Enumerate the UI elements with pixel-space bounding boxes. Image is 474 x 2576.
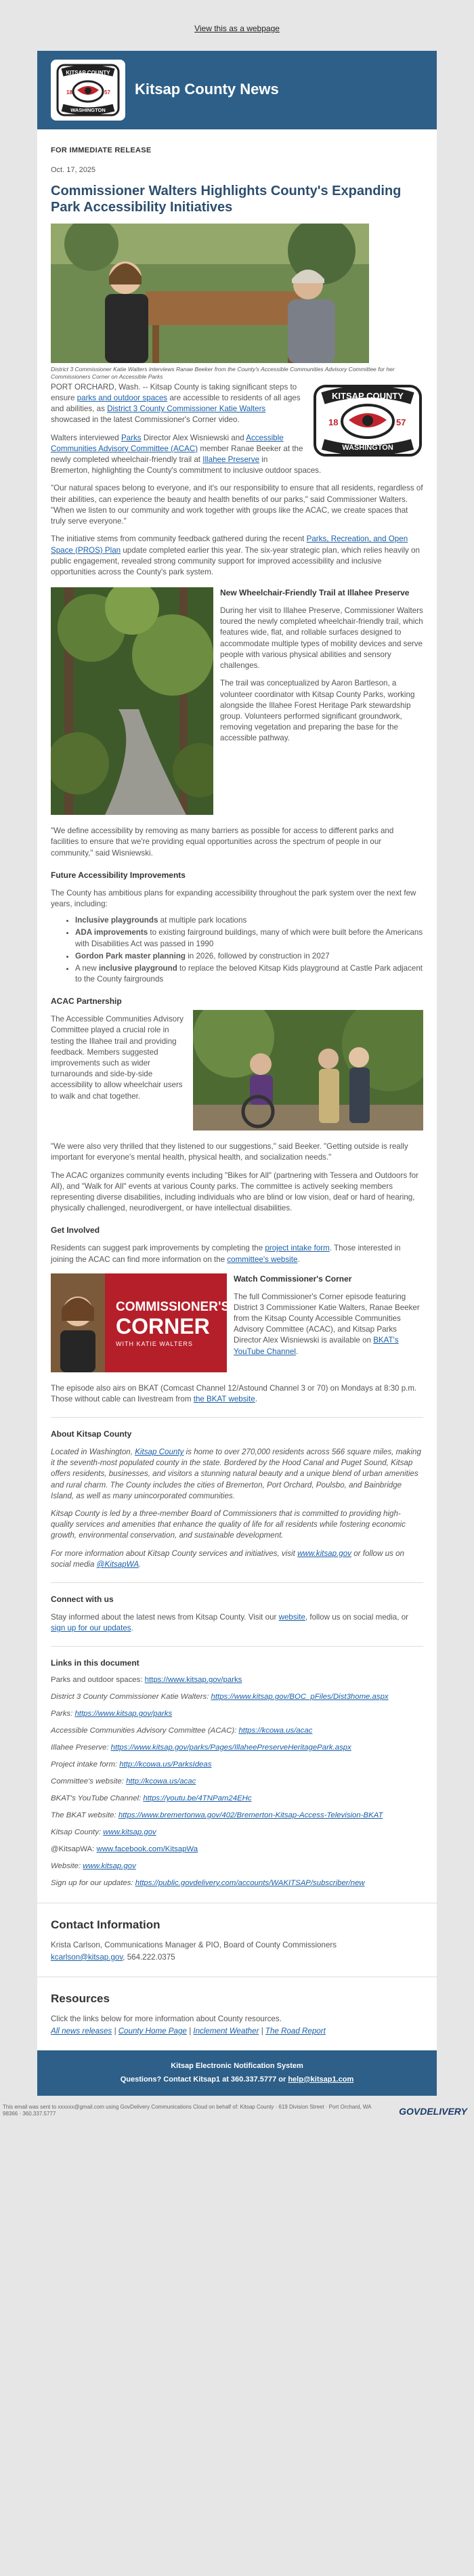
involved-heading: Get Involved [51, 1225, 100, 1236]
link-row: Kitsap County: www.kitsap.gov [51, 1828, 156, 1836]
seal-year-b: 57 [396, 417, 406, 427]
logo-text-year-b: 57 [104, 89, 110, 96]
divider [51, 1646, 423, 1647]
connect-heading: Connect with us [51, 1595, 114, 1605]
article-headline: Commissioner Walters Highlights County's Expanding Park Accessibility Initiatives [51, 183, 402, 215]
list-item: • A new inclusive playground to replace the beloved Kitsap Kids playground at Castle Park adjacent to the County fairgrounds [75, 963, 423, 985]
trail-paragraph-1: During her visit to Illahee Preserve, Commissioner Walters toured the newly completed wheelchair-friendly trail, which features wide, flat, and rollable surfaces designed to accommodate multiple types of mobility devices and serve people with various physical abilities and sensory challenges. [220, 606, 423, 671]
link-row: Illahee Preserve: https://www.kitsap.gov/parks/Pages/IllaheePreserveHeritagePark.aspx [51, 1744, 351, 1752]
link-url[interactable]: https://public.govdelivery.com/accounts/WAKITSAP/subscriber/new [135, 1878, 365, 1887]
watch-heading: Watch Commissioner's Corner [234, 1273, 352, 1284]
all-news-link[interactable]: All news releases [51, 2027, 112, 2036]
signup-link[interactable]: sign up for our updates [51, 1624, 131, 1633]
county-home-link[interactable]: County Home Page [118, 2027, 187, 2036]
link-row: Website: www.kitsap.gov [51, 1861, 136, 1870]
seal-text-bottom: WASHINGTON [342, 443, 393, 452]
footer-title: Kitsap Electronic Notification System [171, 2062, 303, 2071]
interview-paragraph: Walters interviewed Parks Director Alex Wisniewski and Accessible Communities Advisory Committee (ACAC) member Ranae Beeker at the newly completed wheelchair-friendly trail at Illahee Preserve in Bremerton, highlighting the County's commitment to inclusive outdoor spaces. [51, 433, 322, 476]
future-intro: The County has ambitious plans for expanding accessibility throughout the park system over the next few years, including: [51, 888, 416, 908]
email-footer [0, 2096, 474, 2132]
photo-caption: District 3 Commissioner Katie Walters interviews Ranae Beeker from the County's Accessible Communities Advisory Committee for her Commissioners Corner on Accessible Parks [51, 365, 395, 380]
link-row: The BKAT website: https://www.bremertonwa.gov/402/Bremerton-Kitsap-Access-Television-BKAT [51, 1811, 383, 1819]
beeker-quote: "We were also very thrilled that they listened to our suggestions," said Beeker. "Getting outside is really important for everyone's mental health, physical health, and socialization needs." [51, 1142, 408, 1162]
link-url[interactable]: https://www.bremertonwa.gov/402/Bremerton-Kitsap-Access-Television-BKAT [118, 1811, 383, 1819]
link-url[interactable]: www.kitsap.gov [83, 1861, 136, 1870]
view-webpage-link[interactable]: View this as a webpage [194, 24, 280, 33]
resources-heading: Resources [51, 1992, 110, 2005]
sender-info: This email was sent to xxxxxx@gmail.com using GovDelivery Communications Cloud on behalf of: Kitsap County · 619 Division Street · Port Orchard, WA 98366 · 360.337.5777 [3, 2104, 372, 2117]
county-logo [51, 60, 125, 121]
link-row: @KitsapWA: www.facebook.com/KitsapWa [51, 1844, 198, 1853]
view-webpage-bar [0, 0, 474, 51]
links-heading: Links in this document [51, 1658, 139, 1668]
logo-text-year-a: 18 [66, 89, 72, 96]
logo-text-top: KITSAP COUNTY [66, 69, 110, 76]
link-url[interactable]: https://www.kitsap.gov/BOC_pFiles/Dist3home.aspx [211, 1693, 389, 1702]
email-container [37, 51, 437, 2096]
article-body [37, 129, 437, 1903]
link-url[interactable]: www.kitsap.gov [103, 1828, 156, 1836]
trail-heading: New Wheelchair-Friendly Trail at Illahee Preserve [220, 588, 410, 598]
links-section [51, 1657, 423, 1888]
link-url[interactable]: https://www.kitsap.gov/parks/Pages/IllaheePreserveHeritagePark.aspx [110, 1744, 351, 1752]
link-row: Sign up for our updates: https://public.govdelivery.com/accounts/WAKITSAP/subscriber/new [51, 1878, 365, 1887]
acac-photo [193, 1010, 423, 1131]
commissioners-corner-video[interactable] [51, 1273, 230, 1372]
link-url[interactable]: https://youtu.be/4TNPam24EHc [143, 1794, 252, 1802]
connect-section [51, 1594, 423, 1634]
resources-links: All news releases | County Home Page | Inclement Weather | The Road Report [51, 2027, 326, 2036]
link-row: Committee's website: http://kcowa.us/acac [51, 1777, 196, 1786]
walters-quote: "Our natural spaces belong to everyone, and it's our responsibility to ensure that all residents, regardless of their abilities, can experience the beauty and health benefits of our parks," said Commissioner Walters. "When we listen to our community and work together with groups like the ACAC, we create spaces that truly serve everyone." [51, 484, 423, 526]
website-link[interactable]: website [278, 1612, 305, 1622]
trail-photo [51, 587, 213, 815]
future-list [75, 915, 423, 985]
corner-title-1: COMMISSIONER'S [116, 1299, 230, 1314]
contact-email-line: kcarlson@kitsap.gov, 564.222.0375 [51, 1952, 175, 1962]
link-row: Accessible Communities Advisory Committee (ACAC): https://kcowa.us/acac [51, 1727, 313, 1735]
logo-text-bottom: WASHINGTON [70, 106, 106, 113]
acac-link[interactable]: Accessible Communities Advisory Committee (ACAC) [51, 433, 284, 453]
parks-outdoor-link[interactable]: parks and outdoor spaces [77, 393, 168, 402]
seal-text-top: KITSAP COUNTY [332, 390, 404, 401]
trail-paragraph-2: The trail was conceptualized by Aaron Bartleson, a volunteer coordinator with Kitsap County Parks, working alongside the Illahee Forest Heritage Park stewardship group. Volunteers performed significant groundwork, removing vegetation and preparing the base for the accessible pathway. [220, 679, 415, 743]
bkat-website-link[interactable]: the BKAT website [193, 1394, 255, 1403]
county-seal [312, 383, 423, 458]
contact-section [37, 1903, 437, 1977]
involved-paragraph: Residents can suggest park improvements by completing the project intake form. Those interested in joining the ACAC can find more information on the committee's website. [51, 1244, 401, 1264]
contact-line: Krista Carlson, Communications Manager & PIO, Board of County Commissioners [51, 1940, 337, 1949]
newsletter-title: Kitsap County News [135, 81, 279, 98]
link-url[interactable]: https://www.kitsap.gov/parks [144, 1676, 242, 1685]
pros-plan-link[interactable]: Parks, Recreation, and Open Space (PROS) Plan [51, 534, 408, 555]
link-row: BKAT's YouTube Channel: https://youtu.be/4TNPam24EHc [51, 1794, 252, 1802]
resources-intro: Click the links below for more information about County resources. [51, 2014, 282, 2023]
committee-website-link[interactable]: committee's website [227, 1254, 298, 1264]
parks-link[interactable]: Parks [121, 433, 142, 442]
about-paragraph-1: Located in Washington, Kitsap County is home to over 270,000 residents across 566 square miles, making it the seventh-most populated county in the state. Bordered by the Hood Canal and Puget Sound, Kitsap offers residents, businesses, and visitors a stunning natural beauty and a unique blend of urban amenities and rural charm. The County includes the cities of Bremerton, Port Orchard, Poulsbo, and Bainbridge Island, as well as many unincorporated communities. [51, 1447, 421, 1500]
about-paragraph-3: For more information about Kitsap County services and initiatives, visit www.kitsap.gov or follow us on social media @KitsapWA. [51, 1548, 404, 1569]
contact-heading: Contact Information [51, 1918, 160, 1931]
road-report-link[interactable]: The Road Report [265, 2027, 326, 2036]
list-item: • Inclusive playgrounds at multiple park locations [75, 915, 423, 926]
list-item: • Gordon Park master planning in 2026, followed by construction in 2027 [75, 951, 423, 962]
header-banner [37, 51, 437, 129]
list-item: • ADA improvements to existing fairground buildings, many of which were built before the Americans with Disabilities Act was passed in 1990 [75, 927, 423, 949]
acac-heading: ACAC Partnership [51, 996, 122, 1007]
episode-paragraph: The episode also airs on BKAT (Comcast Channel 12/Astound Channel 3 or 70) on Mondays at 8:30 p.m. Those without cable can livestream from the BKAT website. [51, 1383, 417, 1403]
illahee-preserve-link[interactable]: Illahee Preserve [202, 455, 260, 464]
link-row: Project intake form: http://kcowa.us/ParksIdeas [51, 1760, 212, 1769]
future-heading: Future Accessibility Improvements [51, 870, 186, 880]
resources-section [37, 1977, 437, 2050]
kitsapwa-social-link[interactable]: @KitsapWA [96, 1559, 139, 1569]
watch-paragraph: The full Commissioner's Corner episode featuring District 3 Commissioner Katie Walters, Ranae Beeker from the Kitsap County Accessible Communities Advisory Committee (ACAC), and Kitsap Parks Director Alex Wisniewski is available on BKAT's YouTube Channel. [234, 1292, 420, 1356]
link-url[interactable]: www.facebook.com/KitsapWa [96, 1844, 198, 1853]
about-section [51, 1429, 423, 1570]
inclement-weather-link[interactable]: Inclement Weather [193, 2027, 259, 2036]
link-row: Parks: https://www.kitsap.gov/parks [51, 1710, 173, 1718]
link-row: District 3 County Commissioner Katie Walters: https://www.kitsap.gov/BOC_pFiles/Dist3home.aspx [51, 1693, 389, 1702]
contact-email-link[interactable]: kcarlson@kitsap.gov [51, 1952, 123, 1962]
divider [51, 1582, 423, 1583]
connect-paragraph: Stay informed about the latest news from Kitsap County. Visit our website, follow us on social media, or sign up for our updates. [51, 1612, 408, 1633]
footer-banner [37, 2050, 437, 2096]
kitsap1-email-link[interactable]: help@kitsap1.com [288, 2075, 354, 2084]
kitsap-gov-link[interactable]: www.kitsap.gov [297, 1548, 351, 1558]
seal-year-a: 18 [328, 417, 339, 427]
corner-subtitle: WITH KATIE WALTERS [116, 1340, 193, 1347]
footer-contact: Questions? Contact Kitsap1 at 360.337.5777 or help@kitsap1.com [120, 2075, 354, 2084]
release-label: FOR IMMEDIATE RELEASE [51, 146, 152, 154]
interview-photo [51, 224, 369, 363]
divider [51, 1417, 423, 1418]
wisniewski-quote: "We define accessibility by removing as many barriers as possible for access to different parks and facilities to ensure that we're providing equal opportunities across the spectrum of people in our community," said Wisniewski. [51, 826, 394, 858]
project-intake-link[interactable]: project intake form [265, 1244, 330, 1253]
link-url[interactable]: https://www.kitsap.gov/parks [74, 1710, 173, 1718]
corner-title-2: CORNER [116, 1313, 210, 1338]
kitsap-county-link[interactable]: Kitsap County [135, 1447, 184, 1456]
bkat-youtube-link[interactable]: BKAT's YouTube Channel [234, 1336, 399, 1356]
link-url[interactable]: https://kcowa.us/acac [238, 1727, 313, 1735]
about-paragraph-2: Kitsap County is led by a three-member Board of Commissioners that is committed to providing high-quality services and amenities that enhance the quality of life for all residents while fostering economic growth, environmental conservation, and sustainable development. [51, 1509, 406, 1540]
acac-paragraph-1: The Accessible Communities Advisory Committee played a crucial role in testing the Illahee trail and providing feedback. Members suggested improvements such as wider turnarounds and side-by-side accessibility to allow wheelchair users to walk and chat together. [51, 1015, 184, 1101]
govdelivery-logo[interactable]: GOVDELIVERY [399, 2106, 467, 2117]
about-heading: About Kitsap County [51, 1429, 132, 1439]
link-row: Parks and outdoor spaces: https://www.kitsap.gov/parks [51, 1676, 242, 1685]
link-url[interactable]: http://kcowa.us/ParksIdeas [119, 1760, 212, 1769]
intro-paragraph: PORT ORCHARD, Wash. -- Kitsap County is taking significant steps to ensure parks and outdoor spaces are accessible to residents of all ages and abilities, as District 3 County Commissioner Katie Walters showcased in the latest Commissioner's Corner video. [51, 382, 301, 425]
commissioner-walters-link[interactable]: District 3 County Commissioner Katie Walters [107, 404, 266, 414]
release-date: Oct. 17, 2025 [51, 166, 96, 175]
link-url[interactable]: http://kcowa.us/acac [126, 1777, 196, 1786]
pros-plan-paragraph: The initiative stems from community feedback gathered during the recent Parks, Recreation, and Open Space (PROS) Plan update completed earlier this year. The six-year strategic plan, which relies heavily on public engagement, revealed strong community support for improved accessibility and inclusive opportunities across the County's park system. [51, 534, 420, 576]
acac-paragraph-3: The ACAC organizes community events including "Bikes for All" (partnering with Tessera and Outdoors for All), and "Walk for All" events at various County parks. The committee is actively seeking members representing diverse disabilities, including individuals who are blind or low vision, deaf or hard of hearing, physically challenged, neurodivergent, or have intellectual disabilities. [51, 1170, 418, 1213]
